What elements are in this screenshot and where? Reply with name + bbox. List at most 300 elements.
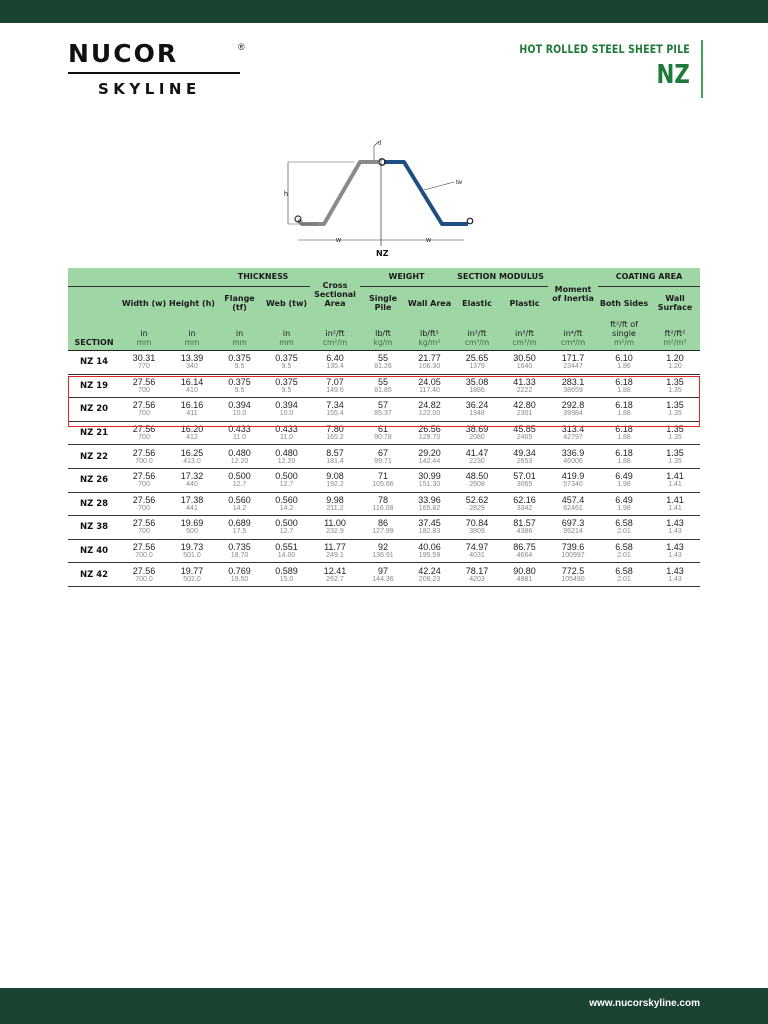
table-cell (310, 492, 360, 516)
value-imperial: 37.45 (418, 518, 441, 529)
value-imperial: 1.20 (666, 353, 684, 364)
table-body (68, 351, 700, 587)
col-section: SECTION (68, 320, 120, 351)
value-imperial: 55 (377, 376, 388, 387)
table-cell (120, 421, 168, 445)
value-imperial: 0.375 (275, 376, 298, 387)
heading-divider (701, 40, 703, 98)
value-imperial: 419.9 (561, 471, 585, 482)
table-cell (216, 445, 263, 469)
col-both-sides: Both Sides (599, 298, 649, 308)
table-row (68, 374, 700, 398)
value-imperial: 0.480 (228, 447, 251, 458)
table-cell (310, 374, 360, 398)
table-cell (310, 398, 360, 422)
table-cell (501, 351, 548, 375)
value-metric: 192.2 (326, 481, 344, 489)
value-metric: 1.43 (668, 575, 682, 583)
properties-table-wrap (68, 268, 700, 587)
table-cell (360, 351, 406, 375)
value-imperial: 17.38 (180, 494, 204, 505)
unit-imperial: in (235, 329, 244, 338)
table-cell (453, 563, 501, 587)
value-metric: 211.2 (326, 504, 344, 512)
value-metric: 42797 (563, 434, 583, 442)
table-cell (168, 445, 216, 469)
table-cell (406, 421, 453, 445)
value-imperial: 90.80 (513, 565, 536, 576)
value-metric: 81.26 (374, 363, 392, 371)
section-cell: NZ 21 (68, 421, 120, 445)
value-imperial: 30.31 (132, 353, 156, 364)
value-imperial: 6.58 (615, 518, 633, 529)
unit-imperial: ft²/ft² (664, 329, 686, 338)
value-metric: 700.0 (135, 575, 153, 583)
unit-plastic (501, 320, 548, 351)
value-imperial: 11.00 (324, 518, 346, 529)
value-metric: 770 (138, 363, 150, 371)
unit-metric: cm⁴/m (560, 338, 586, 347)
value-metric: 3065 (516, 481, 533, 489)
value-imperial: 6.10 (615, 353, 633, 364)
section-cell: NZ 20 (68, 398, 120, 422)
value-metric: 500 (186, 528, 198, 536)
table-cell (598, 563, 650, 587)
unit-single_pile (360, 320, 406, 351)
table-cell (453, 351, 501, 375)
value-imperial: 17.32 (180, 471, 204, 482)
value-imperial: 12.41 (323, 565, 347, 576)
section-cell: NZ 19 (68, 374, 120, 398)
value-metric: 9.5 (281, 363, 292, 371)
table-cell (168, 468, 216, 492)
table-cell (360, 468, 406, 492)
value-metric: 12.7 (232, 481, 247, 489)
table-cell (453, 398, 501, 422)
value-metric: 1.88 (617, 457, 631, 465)
unit-height (168, 320, 216, 351)
table-cell (598, 445, 650, 469)
unit-imperial: in⁴/ft (563, 329, 583, 338)
value-metric: 700 (138, 481, 150, 489)
value-imperial: 27.56 (132, 565, 156, 576)
value-imperial: 1.35 (666, 400, 684, 411)
right-pile-profile (384, 162, 468, 224)
unit-metric: cm³/m (464, 338, 490, 347)
value-imperial: 6.58 (615, 542, 633, 553)
value-metric: 2465 (516, 434, 533, 442)
value-imperial: 0.589 (275, 565, 298, 576)
document-title: HOT ROLLED STEEL SHEET PILE (519, 42, 690, 56)
table-cell (548, 374, 598, 398)
value-imperial: 0.375 (228, 353, 251, 364)
value-metric: 106.30 (418, 363, 441, 371)
unit-both_sides (598, 320, 650, 351)
table-cell (216, 539, 263, 563)
table-cell (453, 468, 501, 492)
table-cell (120, 468, 168, 492)
col-single-pile: Single Pile (368, 294, 398, 313)
value-metric: 4664 (516, 552, 533, 560)
value-imperial: 71 (377, 471, 388, 482)
value-metric: 2222 (516, 386, 533, 394)
table-cell (120, 516, 168, 540)
unit-imperial: lb/ft² (420, 329, 440, 338)
table-cell (501, 398, 548, 422)
table-cell (120, 445, 168, 469)
table-cell (310, 563, 360, 587)
value-imperial: 41.33 (513, 376, 536, 387)
table-cell (120, 374, 168, 398)
value-imperial: 81.57 (513, 518, 536, 529)
value-metric: 700.0 (135, 457, 153, 465)
value-imperial: 0.500 (275, 471, 298, 482)
col-elastic: Elastic (462, 298, 492, 308)
table-cell (598, 492, 650, 516)
value-metric: 410 (186, 386, 198, 394)
table-cell (650, 374, 700, 398)
value-metric: 413.0 (183, 457, 201, 465)
value-metric: 155.4 (326, 410, 344, 418)
value-metric: 700.0 (135, 552, 153, 560)
value-metric: 1379 (469, 363, 485, 371)
unit-imperial: ft²/ft of single (610, 320, 638, 338)
value-imperial: 97 (377, 565, 388, 576)
value-imperial: 45.85 (513, 424, 536, 435)
table-cell (406, 492, 453, 516)
value-metric: 12.20 (230, 457, 249, 465)
table-cell (360, 421, 406, 445)
table-cell (120, 398, 168, 422)
table-cell (360, 563, 406, 587)
value-imperial: 6.58 (615, 565, 633, 576)
value-imperial: 67 (377, 447, 388, 458)
value-imperial: 0.394 (275, 400, 298, 411)
section-cell: NZ 22 (68, 445, 120, 469)
value-metric: 57340 (563, 481, 583, 489)
table-cell (263, 563, 310, 587)
table-row (68, 421, 700, 445)
value-imperial: 6.18 (615, 400, 633, 411)
value-metric: 1948 (469, 410, 485, 418)
table-row (68, 492, 700, 516)
value-metric: 17.5 (232, 528, 247, 536)
table-cell (263, 374, 310, 398)
logo-sub-brand: SKYLINE (98, 80, 201, 98)
unit-area (310, 320, 360, 351)
table-cell (263, 398, 310, 422)
table-cell (501, 516, 548, 540)
table-cell (168, 421, 216, 445)
table-cell (453, 492, 501, 516)
value-metric: 12.7 (279, 528, 294, 536)
value-imperial: 30.99 (418, 471, 441, 482)
table-cell (501, 563, 548, 587)
value-metric: 4031 (469, 552, 485, 560)
table-cell (168, 374, 216, 398)
value-imperial: 1.41 (666, 494, 684, 505)
value-imperial: 52.62 (465, 494, 489, 505)
value-metric: 19.50 (230, 575, 249, 583)
value-imperial: 313.4 (561, 424, 585, 435)
value-imperial: 1.43 (666, 565, 684, 576)
unit-imperial: in (188, 329, 196, 338)
table-cell (598, 374, 650, 398)
value-metric: 411 (186, 410, 198, 418)
table-cell (598, 421, 650, 445)
value-imperial: 0.433 (275, 424, 298, 435)
table-cell (120, 351, 168, 375)
value-imperial: 739.6 (561, 542, 585, 553)
value-metric: 1.35 (668, 457, 682, 465)
value-imperial: 0.375 (228, 376, 251, 387)
value-metric: 9.5 (234, 363, 245, 371)
table-cell (360, 445, 406, 469)
unit-imperial: in³/ft (515, 329, 535, 338)
group-section-modulus: SECTION MODULUS (453, 268, 548, 286)
table-cell (598, 351, 650, 375)
table-cell (650, 539, 700, 563)
table-cell (310, 421, 360, 445)
value-imperial: 70.84 (465, 518, 489, 529)
value-metric: 122.00 (418, 410, 441, 418)
value-imperial: 11.77 (324, 542, 346, 553)
value-metric: 412 (186, 434, 198, 442)
group-thickness: THICKNESS (216, 268, 310, 286)
value-imperial: 27.56 (132, 518, 156, 529)
table-cell (216, 516, 263, 540)
value-metric: 700 (138, 434, 150, 442)
table-cell (650, 445, 700, 469)
table-cell (598, 468, 650, 492)
value-imperial: 16.16 (180, 400, 204, 411)
table-cell (310, 539, 360, 563)
value-metric: 95214 (563, 528, 583, 536)
unit-imperial: lb/ft (375, 329, 391, 338)
top-bar (0, 0, 768, 23)
table-cell (360, 516, 406, 540)
value-imperial: 26.56 (418, 424, 441, 435)
col-height: Height (h) (169, 298, 215, 308)
table-row (68, 468, 700, 492)
group-weight: WEIGHT (360, 268, 453, 286)
table-cell (650, 351, 700, 375)
value-imperial: 0.560 (275, 494, 298, 505)
table-cell (453, 516, 501, 540)
col-width: Width (w) (121, 298, 167, 308)
value-metric: 1.88 (617, 434, 631, 442)
unit-imperial: in (282, 329, 291, 338)
website-link[interactable]: www.nucorskyline.com (589, 998, 700, 1009)
value-imperial: 7.34 (326, 400, 344, 411)
value-metric: 1.43 (668, 528, 682, 536)
table-cell (263, 539, 310, 563)
value-metric: 502.0 (183, 575, 201, 583)
diagram-caption: NZ (376, 249, 389, 258)
table-cell (310, 445, 360, 469)
label-tw: tw (456, 180, 462, 186)
col-moment: Moment of Inertia (552, 285, 594, 303)
table-cell (168, 563, 216, 587)
table-row (68, 398, 700, 422)
value-imperial: 19.73 (180, 542, 204, 553)
table-cell (548, 421, 598, 445)
value-metric: 700 (138, 410, 150, 418)
value-imperial: 292.8 (561, 400, 585, 411)
left-pile-profile (298, 162, 378, 224)
unit-wall_surface (650, 320, 700, 351)
unit-metric: m²/m² (663, 338, 687, 347)
value-imperial: 27.56 (132, 400, 156, 411)
value-metric: 1.98 (617, 504, 631, 512)
table-cell (310, 468, 360, 492)
value-metric: 1.35 (668, 410, 682, 418)
value-metric: 206.23 (418, 575, 441, 583)
unit-flange (216, 320, 263, 351)
table-cell (263, 492, 310, 516)
value-metric: 1.43 (668, 552, 682, 560)
table-cell (216, 492, 263, 516)
table-cell (168, 539, 216, 563)
value-metric: 3809 (469, 528, 485, 536)
value-metric: 81.85 (374, 386, 392, 394)
unit-imperial: in (140, 329, 148, 338)
section-cell: NZ 28 (68, 492, 120, 516)
value-imperial: 42.24 (418, 565, 441, 576)
value-metric: 195.59 (418, 552, 441, 560)
value-imperial: 6.49 (615, 494, 633, 505)
value-metric: 38659 (563, 386, 583, 394)
value-metric: 1.88 (617, 386, 631, 394)
table-cell (650, 398, 700, 422)
unit-wall_area (406, 320, 453, 351)
col-wall-area: Wall Area (407, 298, 452, 308)
value-imperial: 1.35 (666, 424, 684, 435)
value-imperial: 27.56 (132, 471, 156, 482)
value-metric: 1.35 (668, 434, 682, 442)
table-cell (263, 421, 310, 445)
value-imperial: 0.394 (228, 400, 251, 411)
col-wall-surface: Wall Surface (657, 294, 693, 313)
value-imperial: 6.40 (326, 353, 344, 364)
value-metric: 182.83 (418, 528, 441, 536)
value-metric: 39984 (563, 410, 583, 418)
value-metric: 15.0 (279, 575, 294, 583)
value-imperial: 57 (377, 400, 388, 411)
value-imperial: 0.433 (228, 424, 251, 435)
value-imperial: 16.25 (180, 447, 204, 458)
table-cell (650, 516, 700, 540)
value-imperial: 92 (377, 542, 388, 553)
value-imperial: 13.39 (180, 353, 204, 364)
value-imperial: 0.689 (228, 518, 251, 529)
value-imperial: 29.20 (418, 447, 441, 458)
table-cell (360, 398, 406, 422)
value-metric: 1.35 (668, 386, 682, 394)
value-imperial: 27.56 (132, 424, 156, 435)
value-imperial: 27.56 (132, 542, 156, 553)
unit-elastic (453, 320, 501, 351)
value-imperial: 21.77 (418, 353, 441, 364)
value-imperial: 74.97 (465, 542, 489, 553)
value-metric: 3342 (516, 504, 533, 512)
value-imperial: 9.08 (326, 471, 344, 482)
unit-moment (548, 320, 598, 351)
value-imperial: 33.96 (418, 494, 441, 505)
value-metric: 165.2 (326, 434, 344, 442)
value-metric: 90.78 (374, 434, 392, 442)
table-cell (360, 374, 406, 398)
bottom-bar (0, 988, 768, 1024)
value-metric: 14.00 (277, 552, 296, 560)
table-cell (406, 351, 453, 375)
value-imperial: 41.47 (465, 447, 489, 458)
table-cell (548, 516, 598, 540)
value-metric: 117.40 (419, 386, 440, 394)
value-metric: 2.01 (617, 528, 631, 536)
value-metric: 501.0 (183, 552, 201, 560)
value-imperial: 24.82 (418, 400, 441, 411)
value-imperial: 457.4 (561, 494, 585, 505)
table-cell (310, 516, 360, 540)
label-w-right: w (426, 237, 432, 244)
table-row (68, 539, 700, 563)
value-metric: 11.0 (232, 434, 247, 442)
value-imperial: 61 (377, 424, 388, 435)
value-metric: 1.88 (617, 410, 631, 418)
value-imperial: 24.05 (418, 376, 441, 387)
table-cell (168, 351, 216, 375)
value-metric: 2.01 (617, 575, 631, 583)
table-cell (650, 492, 700, 516)
value-imperial: 19.69 (180, 518, 204, 529)
section-cell: NZ 14 (68, 351, 120, 375)
unit-metric: mm (184, 338, 200, 347)
value-metric: 85.37 (374, 410, 392, 418)
value-imperial: 49.34 (513, 447, 536, 458)
section-cell: NZ 38 (68, 516, 120, 540)
table-cell (501, 421, 548, 445)
table-cell (168, 516, 216, 540)
value-metric: 10.0 (279, 410, 294, 418)
value-metric: 46006 (563, 457, 583, 465)
table-cell (598, 539, 650, 563)
table-cell (548, 468, 598, 492)
unit-width (120, 320, 168, 351)
table-cell (548, 539, 598, 563)
col-plastic: Plastic (509, 298, 540, 308)
table-cell (406, 516, 453, 540)
table-cell (406, 563, 453, 587)
value-metric: 105.66 (372, 481, 394, 489)
table-cell (548, 563, 598, 587)
table-row (68, 563, 700, 587)
value-imperial: 86 (377, 518, 388, 529)
value-metric: 2230 (469, 457, 485, 465)
value-imperial: 78 (377, 494, 388, 505)
value-metric: 700 (138, 504, 150, 512)
table-cell (216, 398, 263, 422)
value-imperial: 1.35 (666, 447, 684, 458)
value-imperial: 86.75 (513, 542, 536, 553)
table-cell (216, 421, 263, 445)
table-cell (501, 468, 548, 492)
value-imperial: 19.77 (180, 565, 204, 576)
section-cell: NZ 40 (68, 539, 120, 563)
value-metric: 62461 (563, 504, 583, 512)
value-imperial: 0.480 (275, 447, 298, 458)
table-cell (263, 445, 310, 469)
